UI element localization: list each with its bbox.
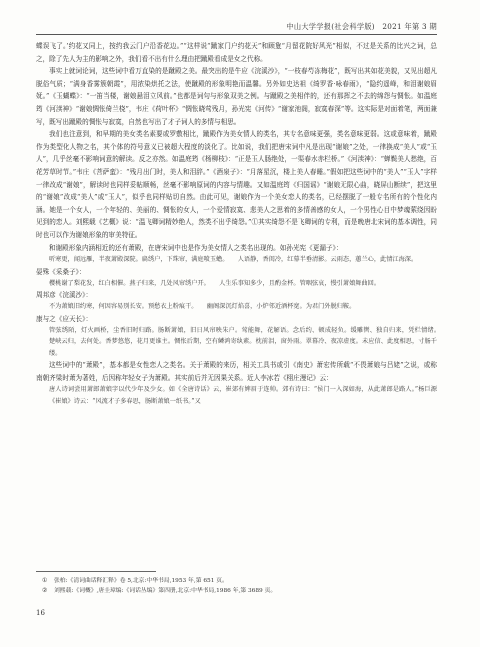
quote-li-bingruo: 唐人诗词尝用萧郎萧娘字以代少年及少女。如《全唐诗话》云，崔郊有婢眉于连帅。郊有诗曰：“侯门一入深如海，从此萧郎是路人。”杨巨源《崔娘》诗云：“风流才子多春思，肠断萧娘一纸书。”又 <box>49 386 437 405</box>
quote-label-zhou-bangyan: 周邦彦《浣溪沙》： <box>36 291 93 300</box>
footnote-marker: ① <box>42 578 48 584</box>
page-number: 16 <box>36 609 45 617</box>
paragraph-2: 事实上就词论词，这些词中看万直染的是蹴殿之美。最突出的是牛应《浣溪沙》，“一枝春芍冻梅花”，既写出其如花美貌，又见出超凡脱俗气质；“满身香雾簇朝霞”，用浓染烘托之法，使蹴殿的形象明艳而温馨。另外如史达祖《绮罗香·咏春雨》，“隐约遥峰，和泪谢娘眉妩。”《玉蝴蝶》：“一笛当楼，谢娘悬泪立风前。”也都是词句与形象双美之例。与蹴殿之美相伴的，还有那挥之不去的绵怨与惆怅。如温庭筠《河渎神》“谢娘惆怅倚兰桡”，韦庄《荷叶杯》“惆怅晓莺残月，孙光宪《河传》“谢家池阁，寂寞春深”等。这实际是对面着笔，两面兼写，既写出蹴殿的惆怅与寂寞，自然也写出了才子词人的多情与相思。 <box>36 67 437 126</box>
quote-sun-guangxian: 听寒更，闻远雁，半夜萧殿深院。扁绣户，下珠帘，满庭喷玉蟾。 人语静，香闺冷，红幕半垂清影。云雨态，蕙兰心，此情江海深。 <box>49 256 418 264</box>
running-header: 中山大学学报(社会科学版) 2021 年第 3 期 <box>286 22 437 31</box>
quote-yan-shu: 樱桃谢了梨花发，红白相催。燕子归来，几处风帘绣户开。 人生乐事知多少，且酌金杯。管咽弦哀，慢引萧娘舞曲回。 <box>49 279 381 287</box>
footnote-rule <box>36 571 156 572</box>
paragraph-3: 我们也注意到，和早期的美女类名素要或罗敷相比，蹴殿作为美女情人的类名，其专名意味更强，类名意味更弱。这或意味着，蹴殿作为类型化人物之名，其个体的符号意义已被超大程度的淡化了。比如说，我们把唐宋词中凡是出现“谢娘”之处，一律换成“美人”或“玉人”，几乎丝毫不影响词意的解读。反之亦然。如温庭筠《杨柳枝》：“正是玉人肠绝处，一渠春水赤栏桥。”《河渎神》：“蝉鬓美人愁绝，百花芳草时节。”韦庄《菩萨蛮》：“残月出门时，美人和泪辞。”《酒泉子》：“月落星沉，楼上美人春睡。”假如把这些词中的“美人”“玉人”字样一律改成“谢娘”，解读时也同样妥帖顺畅，丝毫不影响原词的内容与情趣。又如温庭筠《归国谣》“谢娘无限心曲，晓屏山断续”，把这里的“谢娘”改成“美人”或“玉人”，似乎也同样贴切自然。由此可见，谢娘作为一个美女恋人的类名，已经摆脱了一般专名所有的个性化内涵。她是一个女人，一个年轻的、美丽的、惆怅的女人，一个爱情寂寞、悲美人之思着的多情善感的女人，一个男性心目中梦魂萦绕因盼见到的恋人。刘熙载《艺概》说：“温飞卿词精妙绝人，然类不出乎绮怨。”①其实绮怨不是飞卿词的专利，而是晚唐北宋词的基本调性，同时也可以作为谢娘形象的审美特征。 <box>36 130 437 239</box>
footnote-text: 刘熙载:《词概》,唐圭璋编:《词话丛编》第四册,北京:中华书局,1986 年,第 3689 页。 <box>54 588 277 595</box>
footnote-text: 张柏:《清词曲话释汇释》卷 5,北京:中华书局,1953 年,第 651 页。 <box>54 578 228 584</box>
footnote-2 <box>36 586 437 596</box>
footnote-marker: ② <box>42 588 48 595</box>
quote-label-yan-shu: 晏殊《采桑子》： <box>36 267 86 276</box>
header-rule <box>36 34 437 35</box>
paragraph-5: 这些词中的“萧殿”，基本都是女性恋人之类名。关于萧殿的来历，相关工具书或引《南史》萧宏传所载“不畏萧娘与吕姥”之说，或称南朝齐梁时萧为著姓，后因称年轻女子为萧殿。其实前后并无因果关系。近人李冰若《栩庄漫记》云： <box>36 361 437 382</box>
quote-zhou-bangyan: 不为萧娘旧约寒，何因容易别长安。预愁衣上粉痕干。 幽阁深沉灯焰喜，小炉邻近酒杯宽。为君门外脱归鞍。 <box>49 303 356 311</box>
footnotes <box>36 576 437 596</box>
quote-label-kang-yuzhi: 康与之《应天长》： <box>36 314 93 323</box>
quote-kang-yuzhi: 管弦绣陌，灯火画桥，尘香旧时归路。肠断萧娘，旧日风帘映朱户。莺能舞，花解语。念后约、顿成轻负。缓雕辔、独自归来，凭栏情绪。 楚峡云归，去何处。香梦悠悠，花月更谁主。惆怅后期，空有鳞鸿寄纨素。枕前泪，窗外雨。翠幕冷、夜凉虚度。未应信、此度相思，寸肠千缕。 <box>49 326 450 357</box>
article-body <box>36 40 450 407</box>
paragraph-1: 蝶误飞了。’约花又同上，按约我云门户沿香花边。”“这样说“蹴家门户约花天”和顾夐“月留花院好风光”相似，不过是关系的比兴之词，总之，除了先人为主的影响之外，我们看不出有什么理由把蹴殿看成是女之代称。 <box>36 42 437 63</box>
paragraph-4: 和谢殿形象内涵相近的还有萧殿，在唐宋词中也是作为美女情人之类名出现的。如孙光宪《更漏子》： <box>49 243 343 252</box>
footnote-1 <box>36 576 437 586</box>
